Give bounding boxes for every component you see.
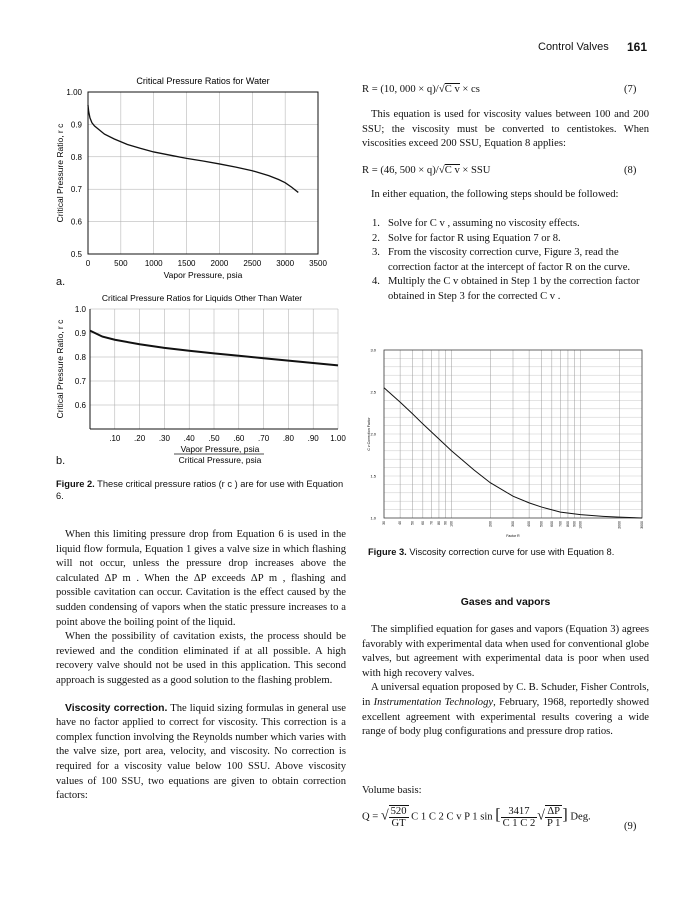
x-tick-label: 3000 (640, 521, 644, 529)
paragraph-gases-2 (362, 681, 649, 739)
equation-7-number: (7) (624, 84, 637, 95)
y-tick-label: 0.9 (70, 120, 82, 130)
step-item (372, 232, 649, 247)
step-text: Solve for C v , assuming no viscosity effects. (388, 218, 580, 229)
paragraph-gases-1: The simplified equation for gases and vapors (Equation 3) agrees favorably with experimental data when used for conventional globe valves, but agreement with experimental data is poor when used with high recovery valves. (362, 624, 649, 679)
y-tick-label: 0.7 (70, 185, 82, 195)
figure-3-caption-text: Viscosity correction curve for use with Equation 8. (409, 547, 615, 557)
x-tick-label: 60 (420, 521, 425, 525)
x-tick-label: 1000 (578, 521, 583, 529)
figure-3-caption (368, 546, 658, 558)
equation-9: Q = √ $\frac{520}{GT}$ C 1 C 2 C v P 1 sin [ $\frac{3417}{C 1 C 2}$ √ $\frac{\Delta P}{P 1}$ ] Deg. (362, 805, 591, 829)
y-tick-label: 1.5 (370, 473, 376, 479)
x-tick-label: .70 (258, 434, 270, 443)
x-tick-label: 1.00 (330, 434, 346, 443)
step-number: 4. (372, 276, 380, 288)
left-column (56, 528, 346, 804)
gases-heading: Gases and vapors (460, 597, 551, 608)
running-title: Control Valves (538, 41, 609, 53)
figure-2a-chart (52, 74, 352, 290)
x-tick-label: 3500 (309, 259, 327, 268)
figure-2b-chart (52, 291, 352, 471)
eq9-unit: Deg. (570, 811, 591, 823)
y-tick-label: 0.6 (70, 217, 82, 227)
gases-2-journal: Instrumentation Technology (373, 696, 494, 708)
eq9-f2-den: C 1 C 2 (502, 817, 536, 829)
equation-8-number: (8) (624, 165, 637, 176)
chart-title: Critical Pressure Ratios for Liquids Other Than Water (101, 293, 303, 303)
plot-frame (88, 92, 318, 254)
x-axis-label: Factor R (506, 534, 520, 538)
y-axis-label: Critical Pressure Ratio, r c (55, 319, 65, 419)
figure-2b-letter: b. (56, 455, 66, 467)
eq9-fraction-3 (545, 805, 562, 829)
step-item (372, 246, 649, 275)
paragraph-cavitation: When the possibility of cavitation exists, the process should be reviewed and the condition eliminated if at all possible. A high recovery valve should not be used in this application. This second approach is suggested as a good solution to the flashing problem. (56, 631, 346, 686)
y-tick-label: 1.00 (66, 88, 82, 97)
gases-2-part-a: A universal equation proposed by C. B. Schuder, Fisher Controls, in (362, 682, 649, 708)
eq9-f2-num: 3417 (501, 806, 538, 818)
y-tick-label: 0.7 (74, 377, 86, 386)
x-tick-label: 50 (410, 521, 415, 525)
x-tick-label: 0 (85, 259, 91, 268)
figure-2-caption-text: These critical pressure ratios (r c ) are for use with Equation 6. (56, 479, 344, 501)
paragraph-viscosity (56, 702, 346, 804)
x-tick-label: 80 (436, 521, 441, 525)
eq9-fraction-1 (389, 805, 409, 829)
figure-3-caption-label: Figure 3. (368, 547, 407, 557)
x-tick-label: 800 (565, 521, 570, 527)
y-tick-label: 3.0 (370, 347, 376, 353)
x-tick-label: 3000 (276, 259, 295, 268)
x-tick-label: 600 (549, 521, 554, 527)
volume-basis-label: Volume basis: (362, 785, 422, 796)
x-tick-label: .20 (134, 434, 146, 443)
y-axis-label: Critical Pressure Ratio, r c (55, 123, 65, 223)
data-line (88, 105, 298, 192)
y-tick-label: 0.6 (74, 401, 86, 410)
x-tick-label: 200 (488, 521, 493, 527)
x-tick-label: 900 (572, 521, 577, 527)
eq9-f1-num: 520 (390, 806, 407, 817)
x-tick-label: 1500 (177, 259, 196, 268)
x-tick-label: 500 (114, 259, 128, 268)
step-text: Multiply the C v obtained in Step 1 by the correction factor obtained in Step 3 for the corrected C v . (388, 276, 640, 302)
step-number: 2. (372, 232, 380, 244)
eq7-radical: C v (444, 84, 460, 95)
eq9-fraction-2 (501, 806, 538, 829)
x-tick-label: 2500 (243, 259, 262, 268)
viscosity-heading: Viscosity correction. (65, 702, 168, 714)
eq9-lhs: Q = (362, 811, 379, 823)
x-tick-label: .80 (282, 434, 294, 443)
eq8-lhs: R = (46, 500 × q)/ (362, 165, 439, 176)
y-axis-label: C v Correction Factor (367, 417, 371, 451)
chart-title: Critical Pressure Ratios for Water (136, 76, 270, 86)
x-tick-label: .60 (233, 434, 245, 443)
page-number: 161 (627, 40, 648, 54)
x-tick-label: 2000 (210, 259, 229, 268)
x-tick-label: 1000 (144, 259, 163, 268)
x-tick-label: 700 (558, 521, 563, 527)
x-axis-label-denominator: Critical Pressure, psia (178, 455, 262, 465)
y-tick-label: 0.8 (70, 152, 82, 162)
eq9-mid: C 1 C 2 C v P 1 sin (411, 811, 493, 823)
figure-3-chart (366, 340, 654, 540)
figure-2a-letter: a. (56, 276, 66, 288)
viscosity-text: The liquid sizing formulas in general use have no factor applied to correct for viscosity. This correction is a complex function involving the Reynolds number which varies with the valve size, port area, velocity, and viscosity. No correction is required for a viscosity value below 100 SSU. Above viscosity values of 100 SSU, two equations are given to obtain correction factors: (56, 702, 346, 802)
y-tick-label: 0.8 (74, 353, 86, 362)
step-text: From the viscosity correction curve, Figure 3, read the correction factor at the intercept of factor R on the curve. (388, 247, 631, 273)
eq7-rhs: × cs (459, 84, 480, 95)
step-item (372, 217, 649, 232)
steps-intro-text: In either equation, the following steps should be followed: (371, 189, 619, 200)
y-tick-label: 1.0 (74, 305, 86, 314)
figure-2-caption (56, 478, 346, 502)
x-tick-label: .10 (109, 434, 121, 443)
y-tick-label: 2.5 (370, 389, 376, 395)
figure-2-caption-label: Figure 2. (56, 479, 95, 489)
eq9-f3-num: ΔP (545, 806, 562, 818)
x-tick-label: 70 (429, 521, 434, 525)
x-tick-label: 2000 (617, 521, 622, 529)
gases-text (362, 623, 649, 740)
x-axis-label: Vapor Pressure, psia (180, 444, 260, 454)
x-tick-label: .50 (208, 434, 220, 443)
eq8-rhs: × SSU (459, 165, 491, 176)
paragraph-limiting-pressure: When this limiting pressure drop from Equation 6 is used in the liquid flow formula, Equation 1 gives a valve size in which flashing will not occur, unless the pressure drop increases above the calculated ΔP m . When the ΔP exceeds ΔP m , flashing and possible cavitation can occur. Cavitation is the effect caused by the sudden condensing of vapors when the static pressure increases to a point above the boiling point of the liquid. (56, 529, 346, 628)
x-tick-label: .40 (183, 434, 195, 443)
step-number: 1. (372, 218, 380, 229)
eq7-lhs: R = (10, 000 × q)/ (362, 84, 439, 95)
eq9-f3-den: P 1 (546, 818, 561, 829)
x-tick-label: .90 (307, 434, 319, 443)
paragraph-eq7 (362, 108, 649, 152)
x-tick-label: 90 (443, 521, 448, 525)
step-item (372, 275, 649, 304)
y-tick-label: 0.9 (74, 329, 86, 338)
equation-7: R = (10, 000 × q)/√C v × cs (362, 83, 480, 95)
equation-8: R = (46, 500 × q)/√C v × SSU (362, 164, 491, 176)
paragraph-eq7-text: This equation is used for viscosity values between 100 and 200 SSU; the viscosity must be converted to centistokes. When viscosities exceed 200 SSU, Equation 8 applies: (362, 109, 649, 150)
x-tick-label: 300 (511, 521, 515, 527)
step-text: Solve for factor R using Equation 7 or 8. (388, 232, 561, 244)
x-tick-label: 500 (539, 521, 544, 527)
x-tick-label: 400 (527, 521, 532, 527)
x-tick-label: 40 (398, 521, 403, 525)
step-number: 3. (372, 247, 380, 259)
equation-9-number: (9) (624, 821, 637, 832)
x-tick-label: 100 (449, 521, 454, 527)
y-tick-label: 0.5 (70, 250, 82, 259)
eq8-radical: C v (444, 165, 460, 176)
x-axis-label: Vapor Pressure, psia (163, 270, 243, 280)
y-tick-label: 2.0 (370, 431, 376, 437)
paragraph-steps-intro (362, 188, 649, 203)
eq9-f1-den: GT (391, 818, 406, 829)
gases-2-part-b: , February, 1968, reportedly showed excellent agreement with experimental results covering a wide range of body plug configurations and pressure drop ratios. (362, 696, 650, 738)
steps-list (372, 217, 649, 305)
y-tick-label: 1.0 (370, 515, 376, 521)
x-tick-label: .30 (158, 434, 170, 443)
x-tick-label: 30 (382, 521, 386, 525)
